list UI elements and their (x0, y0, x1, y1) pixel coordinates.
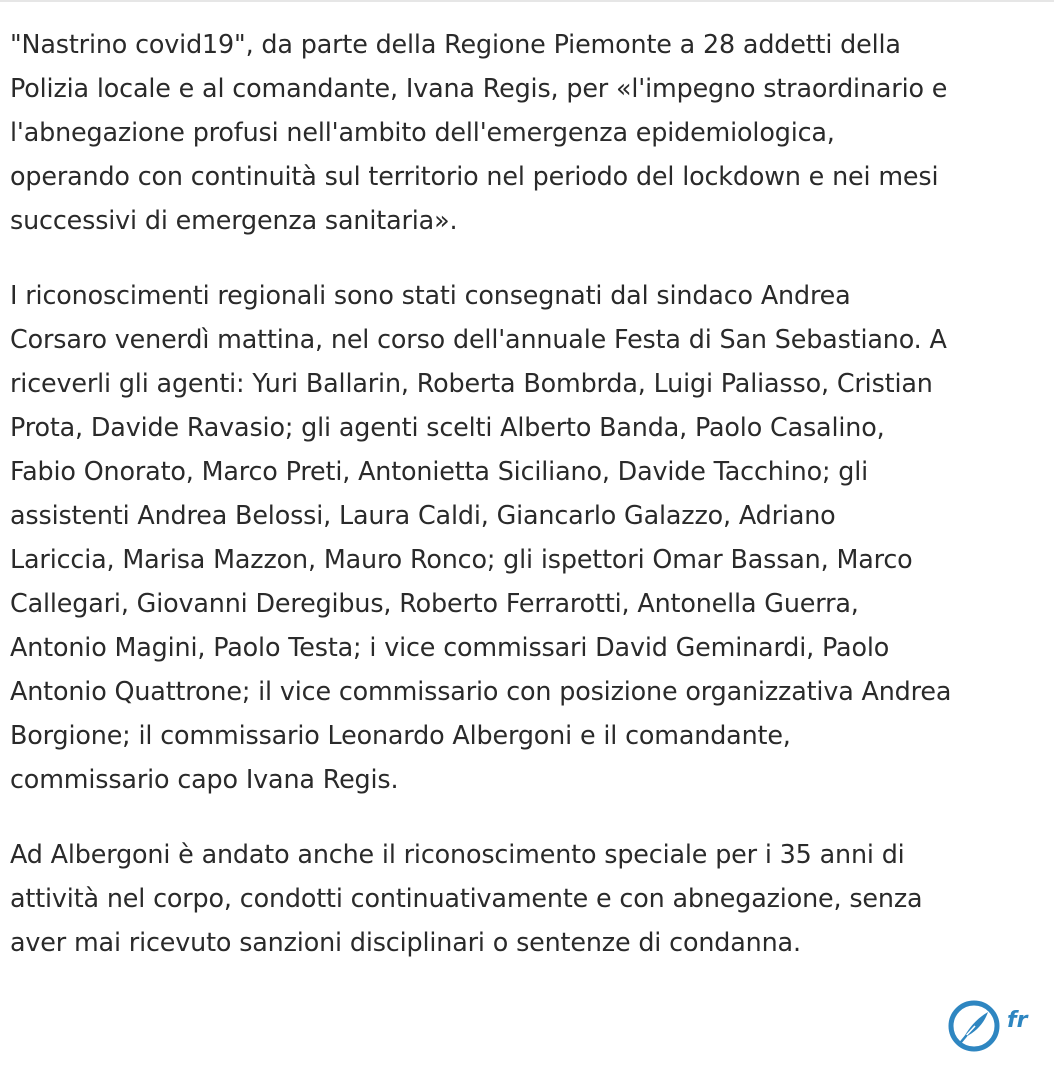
paragraph-3 (10, 832, 1040, 964)
text-line: assistenti Andrea Belossi, Laura Caldi, Giancarlo Galazzo, Adriano (10, 500, 836, 530)
text-line: Corsaro venerdì mattina, nel corso dell'annuale Festa di San Sebastiano. A (10, 324, 947, 354)
text-line: Callegari, Giovanni Deregibus, Roberto Ferrarotti, Antonella Guerra, (10, 588, 859, 618)
paragraph-2 (10, 273, 1040, 801)
text-line: Antonio Magini, Paolo Testa; i vice commissari David Geminardi, Paolo (10, 632, 890, 662)
text-line: Antonio Quattrone; il vice commissario con posizione organizzativa Andrea (10, 676, 952, 706)
text-line: l'abnegazione profusi nell'ambito dell'emergenza epidemiologica, (10, 117, 835, 147)
signature-initials: fr (1007, 1008, 1028, 1033)
text-line: Ad Albergoni è andato anche il riconoscimento speciale per i 35 anni di (10, 839, 905, 869)
text-line: aver mai ricevuto sanzioni disciplinari o sentenze di condanna. (10, 927, 801, 957)
text-line: I riconoscimenti regionali sono stati consegnati dal sindaco Andrea (10, 280, 851, 310)
text-line: operando con continuità sul territorio nel periodo del lockdown e nei mesi (10, 161, 939, 191)
text-line: riceverli gli agenti: Yuri Ballarin, Roberta Bombrda, Luigi Paliasso, Cristian (10, 368, 933, 398)
text-line: Prota, Davide Ravasio; gli agenti scelti Alberto Banda, Paolo Casalino, (10, 412, 885, 442)
top-divider (0, 0, 1054, 2)
text-line: Borgione; il commissario Leonardo Albergoni e il comandante, (10, 720, 791, 750)
text-line: attività nel corpo, condotti continuativamente e con abnegazione, senza (10, 883, 923, 913)
text-line: "Nastrino covid19", da parte della Regione Piemonte a 28 addetti della (10, 29, 901, 59)
text-line: Polizia locale e al comandante, Ivana Regis, per «l'impegno straordinario e (10, 73, 948, 103)
article-body (10, 22, 1040, 995)
text-line: Lariccia, Marisa Mazzon, Mauro Ronco; gli ispettori Omar Bassan, Marco (10, 544, 913, 574)
paragraph-1 (10, 22, 1040, 242)
author-signature (948, 998, 1034, 1054)
quill-pen-icon (948, 998, 1004, 1054)
text-line: successivi di emergenza sanitaria». (10, 205, 458, 235)
text-line: commissario capo Ivana Regis. (10, 764, 399, 794)
text-line: Fabio Onorato, Marco Preti, Antonietta Siciliano, Davide Tacchino; gli (10, 456, 869, 486)
